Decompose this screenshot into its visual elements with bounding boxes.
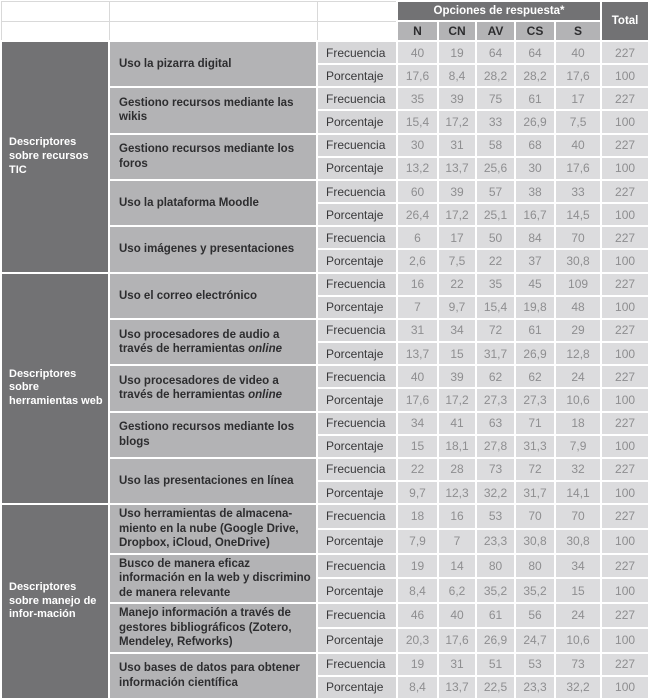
value-cell: 58 [476,134,515,157]
value-cell: 7,9 [397,529,438,554]
total-value-cell: 100 [601,578,648,603]
value-cell: 24 [555,603,601,628]
value-cell: 71 [515,412,555,435]
total-value-cell: 227 [601,603,648,628]
value-cell: 15 [438,342,476,365]
value-cell: 73 [555,653,601,676]
item-label: Gestiono recursos mediante los foros [119,143,295,170]
value-cell: 34 [397,412,438,435]
value-cell: 63 [476,412,515,435]
value-cell: 30,8 [555,529,601,554]
item-label: Busco de manera eficaz información en la web y discrimino de manera relevante [119,557,311,599]
value-cell: 40 [397,365,438,388]
option-column-header-n: N [397,21,438,41]
item-label-cell [109,226,317,272]
total-value-cell: 100 [601,157,648,180]
value-cell: 40 [555,41,601,64]
metric-label-cell: Frecuencia [317,41,397,64]
metric-label-cell: Frecuencia [317,554,397,579]
table-row [1,504,648,529]
total-value-cell: 227 [601,87,648,110]
value-cell: 9,7 [438,296,476,319]
category-cell: Descriptores sobre herramientas web [1,273,109,505]
item-label-cell [109,273,317,319]
item-label: Uso el correo electrónico [119,289,258,302]
total-value-cell: 227 [601,365,648,388]
value-cell: 13,7 [397,342,438,365]
value-cell: 62 [476,365,515,388]
value-cell: 17 [555,87,601,110]
metric-label-cell: Frecuencia [317,87,397,110]
total-value-cell: 100 [601,481,648,504]
value-cell: 31,3 [515,435,555,458]
value-cell: 35,2 [476,578,515,603]
item-label: Uso bases de datos para obtener información científica [119,662,300,689]
value-cell: 17,2 [438,388,476,411]
total-column-header: Total [601,1,648,41]
value-cell: 22 [476,249,515,272]
value-cell: 2,6 [397,249,438,272]
header-row-options [1,21,648,41]
value-cell: 31 [397,319,438,342]
total-value-cell: 100 [601,296,648,319]
value-cell: 35 [476,273,515,296]
value-cell: 37 [515,249,555,272]
header-row-top [1,1,648,21]
item-label-cell [109,41,317,87]
total-value-cell: 227 [601,226,648,249]
item-label-cell [109,412,317,458]
metric-label-cell: Frecuencia [317,458,397,481]
item-label: Uso procesadores de video a través de herramientas [119,374,279,402]
metric-label-cell: Porcentaje [317,157,397,180]
value-cell: 31,7 [515,481,555,504]
value-cell: 14,1 [555,481,601,504]
metric-label-cell: Frecuencia [317,273,397,296]
value-cell: 28,2 [476,64,515,87]
metric-label-cell: Porcentaje [317,676,397,699]
item-label-cell [109,365,317,411]
metric-label-cell: Porcentaje [317,481,397,504]
value-cell: 8,4 [397,578,438,603]
option-column-header-s: S [555,21,601,41]
value-cell: 33 [476,110,515,133]
value-cell: 6 [397,226,438,249]
metric-label-cell: Porcentaje [317,628,397,653]
metric-label-cell: Frecuencia [317,134,397,157]
value-cell: 22 [438,273,476,296]
value-cell: 20,3 [397,628,438,653]
item-label-cell [109,134,317,180]
value-cell: 13,2 [397,157,438,180]
value-cell: 27,3 [515,388,555,411]
table-row [1,41,648,64]
total-value-cell: 227 [601,554,648,579]
value-cell: 17,6 [397,64,438,87]
value-cell: 10,6 [555,388,601,411]
value-cell: 24,7 [515,628,555,653]
metric-label-cell: Porcentaje [317,578,397,603]
value-cell: 109 [555,273,601,296]
item-label: Uso la pizarra digital [119,57,232,70]
empty-header-cell [317,1,397,21]
total-value-cell: 100 [601,64,648,87]
item-label: Uso la plataforma Moodle [119,196,259,209]
value-cell: 31 [438,653,476,676]
value-cell: 70 [555,504,601,529]
value-cell: 61 [476,603,515,628]
value-cell: 17,6 [397,388,438,411]
value-cell: 80 [515,554,555,579]
value-cell: 15 [555,578,601,603]
metric-label-cell: Frecuencia [317,603,397,628]
value-cell: 13,7 [438,676,476,699]
item-label-cell [109,554,317,603]
item-label-cell [109,603,317,652]
metric-label-cell: Frecuencia [317,365,397,388]
value-cell: 16 [397,273,438,296]
value-cell: 13,7 [438,157,476,180]
item-label: Gestiono recursos mediante los blogs [119,421,295,448]
item-label-cell [109,319,317,365]
category-cell: Descriptores sobre recursos TIC [1,41,109,273]
value-cell: 60 [397,180,438,203]
value-cell: 30 [515,157,555,180]
value-cell: 15,4 [397,110,438,133]
metric-label-cell: Porcentaje [317,388,397,411]
item-label: Uso herramientas de almacena-miento en la nube (Google Drive, Dropbox, iCloud, OneDrive) [119,508,299,550]
total-value-cell: 100 [601,203,648,226]
value-cell: 15 [397,435,438,458]
value-cell: 29 [555,319,601,342]
value-cell: 26,9 [476,628,515,653]
value-cell: 8,4 [438,64,476,87]
value-cell: 45 [515,273,555,296]
metric-label-cell: Porcentaje [317,529,397,554]
value-cell: 19 [397,554,438,579]
value-cell: 32,2 [555,676,601,699]
option-column-header-cs: CS [515,21,555,41]
value-cell: 53 [476,504,515,529]
total-value-cell: 100 [601,110,648,133]
empty-header-cell [109,1,317,21]
value-cell: 7 [397,296,438,319]
value-cell: 32 [555,458,601,481]
value-cell: 19 [397,653,438,676]
item-label: Gestiono recursos mediante las wikis [119,97,294,124]
value-cell: 41 [438,412,476,435]
item-label: Manejo información a través de gestores bibliográficos (Zotero, Mendeley, Refworks) [119,607,292,648]
value-cell: 57 [476,180,515,203]
value-cell: 25,6 [476,157,515,180]
item-label-cell [109,458,317,504]
total-value-cell: 227 [601,41,648,64]
metric-label-cell: Porcentaje [317,435,397,458]
total-value-cell: 227 [601,319,648,342]
table-header [1,1,648,41]
item-label-cell [109,180,317,226]
value-cell: 7 [438,529,476,554]
value-cell: 46 [397,603,438,628]
value-cell: 62 [515,365,555,388]
value-cell: 19,8 [515,296,555,319]
item-label-cell [109,87,317,133]
item-label: Uso procesadores de audio a través de herramientas [119,328,280,356]
metric-label-cell: Porcentaje [317,110,397,133]
total-value-cell: 227 [601,504,648,529]
value-cell: 24 [555,365,601,388]
value-cell: 14 [438,554,476,579]
value-cell: 30 [397,134,438,157]
value-cell: 51 [476,653,515,676]
value-cell: 84 [515,226,555,249]
value-cell: 35,2 [515,578,555,603]
total-value-cell: 227 [601,458,648,481]
value-cell: 40 [438,603,476,628]
value-cell: 40 [555,134,601,157]
value-cell: 56 [515,603,555,628]
total-value-cell: 227 [601,134,648,157]
value-cell: 34 [555,554,601,579]
value-cell: 39 [438,365,476,388]
metric-label-cell: Porcentaje [317,203,397,226]
value-cell: 6,2 [438,578,476,603]
value-cell: 64 [515,41,555,64]
total-value-cell: 227 [601,180,648,203]
value-cell: 25,1 [476,203,515,226]
value-cell: 12,8 [555,342,601,365]
value-cell: 17,6 [555,64,601,87]
value-cell: 50 [476,226,515,249]
empty-header-cell [109,21,317,41]
item-label-cell [109,504,317,553]
option-column-header-av: AV [476,21,515,41]
item-label-italic: online [248,343,282,356]
total-value-cell: 100 [601,628,648,653]
table-body [1,41,648,699]
total-value-cell: 227 [601,653,648,676]
value-cell: 72 [476,319,515,342]
item-label: Uso imágenes y presentaciones [119,243,295,256]
empty-header-cell [1,21,109,41]
value-cell: 73 [476,458,515,481]
empty-header-cell [1,1,109,21]
total-value-cell: 100 [601,435,648,458]
value-cell: 18 [397,504,438,529]
value-cell: 8,4 [397,676,438,699]
value-cell: 18,1 [438,435,476,458]
metric-label-cell: Frecuencia [317,226,397,249]
item-label-cell [109,653,317,699]
metric-label-cell: Porcentaje [317,342,397,365]
item-label-italic: online [248,389,282,402]
value-cell: 80 [476,554,515,579]
table-row [1,273,648,296]
value-cell: 31 [438,134,476,157]
value-cell: 10,6 [555,628,601,653]
value-cell: 26,9 [515,110,555,133]
value-cell: 28,2 [515,64,555,87]
value-cell: 16 [438,504,476,529]
value-cell: 61 [515,87,555,110]
value-cell: 18 [555,412,601,435]
value-cell: 39 [438,87,476,110]
value-cell: 33 [555,180,601,203]
value-cell: 61 [515,319,555,342]
value-cell: 39 [438,180,476,203]
value-cell: 23,3 [515,676,555,699]
value-cell: 17,6 [555,157,601,180]
value-cell: 38 [515,180,555,203]
value-cell: 27,3 [476,388,515,411]
value-cell: 70 [515,504,555,529]
total-value-cell: 100 [601,249,648,272]
value-cell: 32,2 [476,481,515,504]
value-cell: 53 [515,653,555,676]
value-cell: 14,5 [555,203,601,226]
value-cell: 7,9 [555,435,601,458]
metric-label-cell: Frecuencia [317,319,397,342]
value-cell: 70 [555,226,601,249]
metric-label-cell: Frecuencia [317,653,397,676]
value-cell: 12,3 [438,481,476,504]
value-cell: 31,7 [476,342,515,365]
total-value-cell: 100 [601,676,648,699]
metric-label-cell: Frecuencia [317,180,397,203]
value-cell: 15,4 [476,296,515,319]
metric-label-cell: Porcentaje [317,249,397,272]
value-cell: 40 [397,41,438,64]
value-cell: 72 [515,458,555,481]
option-column-header-cn: CN [438,21,476,41]
total-value-cell: 227 [601,412,648,435]
empty-header-cell [317,21,397,41]
total-value-cell: 227 [601,273,648,296]
value-cell: 64 [476,41,515,64]
metric-label-cell: Frecuencia [317,412,397,435]
value-cell: 23,3 [476,529,515,554]
value-cell: 22 [397,458,438,481]
value-cell: 17,2 [438,110,476,133]
value-cell: 48 [555,296,601,319]
value-cell: 22,5 [476,676,515,699]
item-label: Uso las presentaciones en línea [119,474,294,487]
metric-label-cell: Porcentaje [317,296,397,319]
value-cell: 7,5 [438,249,476,272]
total-value-cell: 100 [601,529,648,554]
metric-label-cell: Porcentaje [317,64,397,87]
value-cell: 27,8 [476,435,515,458]
value-cell: 9,7 [397,481,438,504]
value-cell: 17 [438,226,476,249]
value-cell: 75 [476,87,515,110]
total-value-cell: 100 [601,342,648,365]
value-cell: 19 [438,41,476,64]
value-cell: 17,2 [438,203,476,226]
value-cell: 16,7 [515,203,555,226]
value-cell: 7,5 [555,110,601,133]
value-cell: 34 [438,319,476,342]
value-cell: 26,9 [515,342,555,365]
value-cell: 26,4 [397,203,438,226]
metric-label-cell: Frecuencia [317,504,397,529]
value-cell: 35 [397,87,438,110]
options-header: Opciones de respuesta* [397,1,601,21]
total-value-cell: 100 [601,388,648,411]
value-cell: 30,8 [555,249,601,272]
value-cell: 28 [438,458,476,481]
value-cell: 17,6 [438,628,476,653]
category-cell: Descriptores sobre manejo de infor-mación [1,504,109,699]
value-cell: 30,8 [515,529,555,554]
value-cell: 68 [515,134,555,157]
